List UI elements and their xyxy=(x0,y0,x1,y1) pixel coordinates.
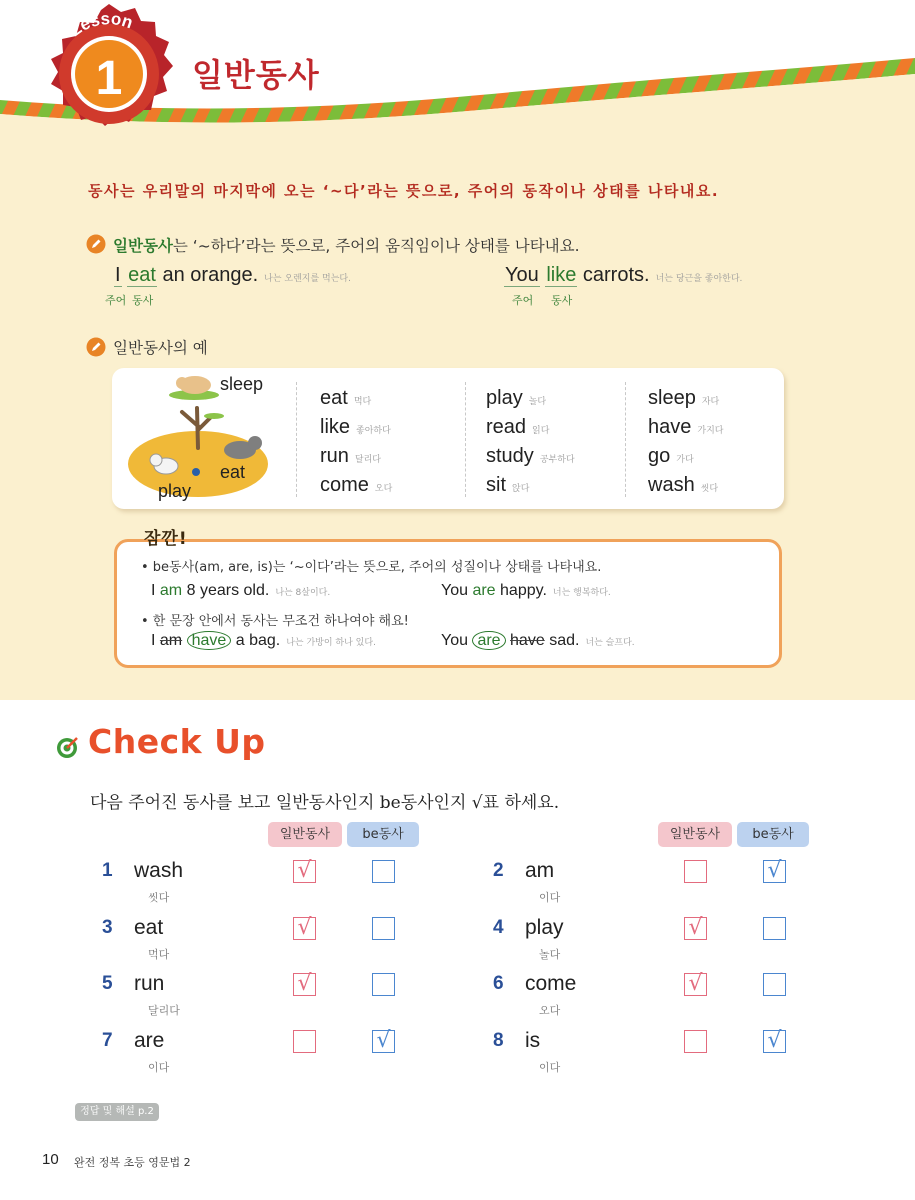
lesson-badge xyxy=(34,2,184,167)
checkbox-general[interactable] xyxy=(293,914,316,940)
note-example-1a: I am 8 years old. 나는 8살이다. xyxy=(151,582,331,599)
verb-column-3 xyxy=(648,384,723,500)
answer-reference-tag: 정답 및 해설 p.2 xyxy=(75,1103,159,1121)
section2-heading: 일반동사의 예 xyxy=(113,339,208,357)
note-example-1b: You are happy. 너는 행복하다. xyxy=(441,582,611,599)
checkbox-be[interactable] xyxy=(372,973,395,996)
example-sentence-2 xyxy=(504,264,742,287)
verb-row: have 가지다 xyxy=(648,416,724,438)
question-number: 4 xyxy=(493,916,504,938)
check-mark-icon: √ xyxy=(688,971,703,996)
check-mark-icon: √ xyxy=(297,914,312,940)
question-meaning: 씻다 xyxy=(148,891,170,904)
verb-row: wash 씻다 xyxy=(648,474,719,496)
verb-row: sleep 자다 xyxy=(648,387,720,409)
checkbox-be[interactable] xyxy=(372,917,395,940)
pencil-icon xyxy=(86,234,106,254)
checkbox-general[interactable] xyxy=(293,973,316,996)
question-meaning: 달리다 xyxy=(148,1004,180,1017)
checkbox-general[interactable] xyxy=(684,860,707,883)
verb-row: play 놀다 xyxy=(486,387,547,409)
checkbox-general[interactable] xyxy=(293,860,316,883)
verb-row: sit 앉다 xyxy=(486,474,530,496)
tag-verb: 동사 xyxy=(551,294,573,307)
question-meaning: 먹다 xyxy=(148,947,170,961)
note-box xyxy=(114,539,782,668)
note-line-1: • be동사(am, are, is)는 ‘~이다’라는 뜻으로, 주어의 성질이나 상태를 나타내요. xyxy=(141,560,602,575)
checkbox-general[interactable] xyxy=(293,1030,316,1053)
column-header-general: 일반동사 xyxy=(658,822,732,847)
verb-row: eat 먹다 xyxy=(320,387,372,409)
example-translation: 나는 오렌지를 먹는다. xyxy=(264,274,351,284)
heading-rest: 는 ‘~하다’라는 뜻으로, 주어의 움직임이나 상태를 나타내요. xyxy=(172,237,580,255)
checkup-instruction: 다음 주어진 동사를 보고 일반동사인지 be동사인지 √표 하세요. xyxy=(90,793,560,813)
check-mark-icon: √ xyxy=(767,858,782,883)
verb-column-1 xyxy=(320,384,392,500)
page-number: 10 xyxy=(42,1151,59,1168)
check-mark-icon: √ xyxy=(767,1027,782,1053)
example-verb: eat xyxy=(128,264,156,286)
checkup-title: Check Up xyxy=(88,722,266,761)
question-number: 1 xyxy=(102,860,113,881)
example-sentence-1 xyxy=(114,264,351,287)
question-number: 6 xyxy=(493,973,504,994)
tag-verb: 동사 xyxy=(132,294,154,307)
verb-row: read 읽다 xyxy=(486,416,550,438)
example-rest: carrots. xyxy=(582,264,650,286)
note-example-2a: I am have a bag. 나는 가방이 하나 있다. xyxy=(151,632,376,649)
question-word: eat xyxy=(134,915,164,939)
question-word: play xyxy=(525,915,564,939)
checkbox-be[interactable] xyxy=(763,973,786,996)
example-translation: 너는 당근을 좋아한다. xyxy=(655,274,743,284)
question-number: 3 xyxy=(102,916,113,938)
question-word: are xyxy=(134,1028,165,1052)
note-line-2: • 한 문장 안에서 동사는 무조건 하나여야 해요! xyxy=(141,614,409,629)
question-meaning: 이다 xyxy=(539,891,561,904)
question-meaning: 오다 xyxy=(539,1004,561,1017)
question-number: 5 xyxy=(102,973,113,994)
lesson-number: 1 xyxy=(95,52,123,105)
verb-examples-box xyxy=(112,368,784,509)
question-meaning: 이다 xyxy=(539,1060,561,1074)
page-title: 일반동사 xyxy=(192,56,320,94)
column-divider xyxy=(625,382,626,497)
question-word: wash xyxy=(134,859,184,882)
checkbox-be[interactable] xyxy=(372,860,395,883)
verb-row: go 가다 xyxy=(648,445,694,467)
pencil-icon xyxy=(86,337,106,357)
question-meaning: 이다 xyxy=(148,1060,170,1074)
checkbox-general[interactable] xyxy=(684,973,707,996)
question-word: run xyxy=(134,972,165,995)
section1-heading xyxy=(113,234,580,256)
lesson-label: Lesson xyxy=(65,9,136,41)
checkbox-general[interactable] xyxy=(684,1030,707,1053)
check-mark-icon: √ xyxy=(688,914,703,940)
note-example-2b: You are have sad. 너는 슬프다. xyxy=(441,632,635,649)
verb-row: run 달리다 xyxy=(320,445,381,467)
check-mark-icon: √ xyxy=(297,858,312,883)
checkbox-be[interactable] xyxy=(763,917,786,940)
verb-row: like 좋아하다 xyxy=(320,416,391,438)
example-subject: I xyxy=(115,264,121,286)
verb-column-2 xyxy=(486,384,575,500)
checkbox-be[interactable] xyxy=(372,1027,395,1053)
column-header-general: 일반동사 xyxy=(268,822,342,847)
question-number: 8 xyxy=(493,1029,504,1051)
column-divider xyxy=(296,382,297,497)
question-word: come xyxy=(525,972,577,995)
target-icon xyxy=(56,735,80,759)
heading-highlight: 일반동사 xyxy=(113,237,173,255)
cats-illustration xyxy=(112,368,292,509)
check-mark-icon: √ xyxy=(297,971,312,996)
illustration-label-sleep: sleep xyxy=(220,374,264,394)
question-word: am xyxy=(525,859,555,882)
question-meaning: 놀다 xyxy=(539,947,561,961)
column-header-be: be동사 xyxy=(347,822,419,847)
illustration-label-eat: eat xyxy=(220,462,246,482)
illustration-label-play: play xyxy=(158,481,192,501)
column-header-be: be동사 xyxy=(737,822,809,847)
checkbox-be[interactable] xyxy=(763,1027,786,1053)
checkbox-general[interactable] xyxy=(684,914,707,940)
question-number: 7 xyxy=(102,1029,113,1051)
intro-text: 동사는 우리말의 마지막에 오는 ‘~다’라는 뜻으로, 주어의 동작이나 상태를 나타내요. xyxy=(88,182,720,200)
question-number: 2 xyxy=(493,860,504,881)
verb-row: study 공부하다 xyxy=(486,445,575,467)
check-mark-icon: √ xyxy=(376,1027,391,1053)
note-title: 잠깐! xyxy=(144,529,188,549)
example-verb: like xyxy=(546,264,577,286)
tag-subject: 주어 xyxy=(105,294,127,307)
column-divider xyxy=(465,382,466,497)
checkbox-be[interactable] xyxy=(763,860,786,883)
question-word: is xyxy=(525,1028,541,1052)
example-subject: You xyxy=(505,264,539,286)
example-rest: an orange. xyxy=(162,264,259,286)
verb-row: come 오다 xyxy=(320,474,393,496)
book-title: 완전 정복 초등 영문법 2 xyxy=(74,1156,191,1169)
tag-subject: 주어 xyxy=(512,294,534,307)
